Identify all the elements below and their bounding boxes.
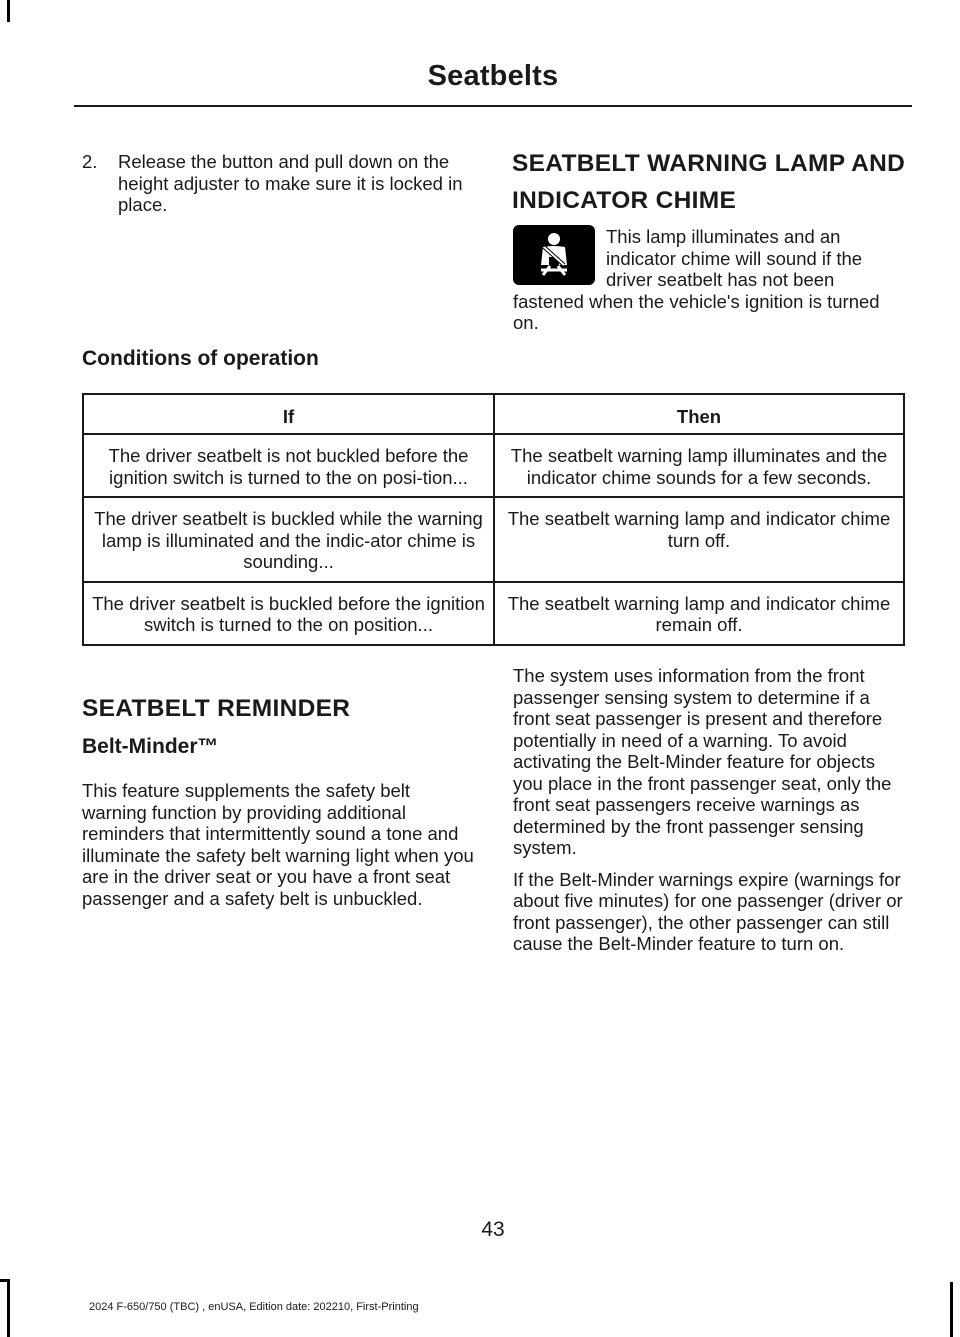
column-header-then: Then	[494, 394, 904, 434]
table-header-row	[83, 394, 904, 434]
crop-mark-bottom-left	[7, 1280, 10, 1337]
page-number: 43	[481, 1218, 505, 1241]
warning-lamp-heading: SEATBELT WARNING LAMP AND INDICATOR CHIME	[512, 150, 906, 214]
step-number: 2.	[82, 151, 98, 172]
step-text: Release the button and pull down on the height adjuster to make sure it is locked in place.	[118, 151, 463, 215]
crop-mark-top-left	[7, 0, 10, 22]
crop-mark-bottom-left-h	[0, 1279, 10, 1282]
table-cell-if: The driver seatbelt is buckled before the ignition switch is turned to the on position...	[83, 582, 494, 645]
table-cell-then: The seatbelt warning lamp and indicator chime remain off.	[494, 582, 904, 645]
table-row	[83, 582, 904, 645]
table-cell-then: The seatbelt warning lamp illuminates and the indicator chime sounds for a few seconds.	[494, 434, 904, 497]
table-cell-if: The driver seatbelt is buckled while the warning lamp is illuminated and the indic-ator chime is sounding...	[83, 497, 494, 582]
page-title: Seatbelts	[427, 60, 559, 92]
paragraph: If the Belt-Minder warnings expire (warnings for about five minutes) for one passenger (driver or front passenger), the other passenger can still cause the Belt-Minder feature to turn on.	[513, 868, 903, 954]
conditions-heading: Conditions of operation	[82, 347, 319, 370]
belt-minder-details	[513, 665, 908, 965]
belt-minder-heading: Belt-Minder™	[82, 735, 219, 758]
table-row	[83, 497, 904, 582]
header-divider	[74, 105, 912, 107]
table-row	[83, 434, 904, 497]
conditions-table	[82, 393, 905, 646]
footer-edition-info: 2024 F-650/750 (TBC) , enUSA, Edition date: 202210, First-Printing	[89, 1301, 419, 1313]
table-cell-then: The seatbelt warning lamp and indicator chime turn off.	[494, 497, 904, 582]
step-item	[82, 151, 472, 216]
paragraph: The system uses information from the front passenger sensing system to determine if a front seat passenger is present and therefore potentially in need of a warning. To avoid activating the Belt-Minder feature for objects you place in the front passenger seat, only the front seat passengers receive warnings as determined by the front passenger sensing system.	[513, 665, 892, 858]
table-cell-if: The driver seatbelt is not buckled before the ignition switch is turned to the on posi-tion...	[83, 434, 494, 497]
warning-lamp-text-block	[513, 226, 908, 334]
belt-minder-paragraph: This feature supplements the safety belt warning function by providing additional reminders that intermittently sound a tone and illuminate the safety belt warning light when you are in the driver seat or you have a front seat passenger and a safety belt is unbuckled.	[82, 780, 474, 909]
column-header-if: If	[83, 394, 494, 434]
reminder-heading: SEATBELT REMINDER	[82, 695, 351, 722]
crop-mark-bottom-right	[950, 1282, 953, 1337]
warning-lamp-description: This lamp illuminates and an indicator chime will sound if the driver seatbelt has not been fastened when the vehicle's ignition is turned on.	[513, 226, 880, 333]
